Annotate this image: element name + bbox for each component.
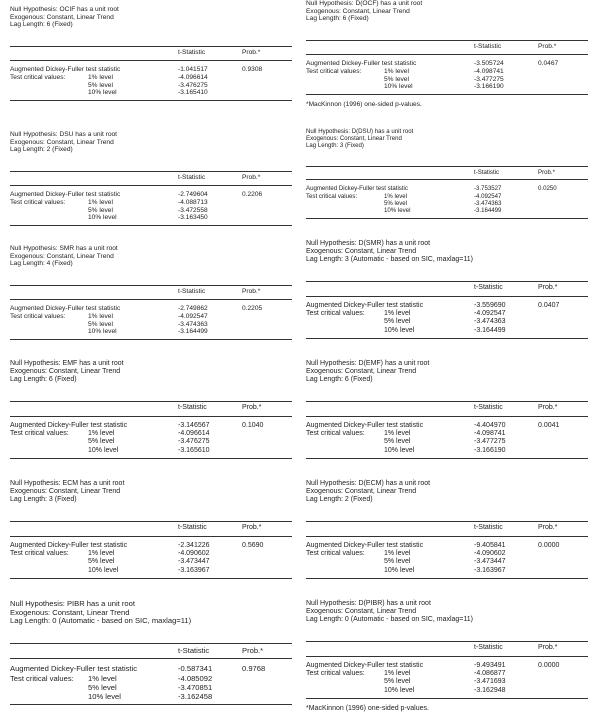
critical-5pct-value: -3.476275 (178, 81, 208, 89)
critical-10pct-value: -3.164499 (474, 326, 506, 334)
critical-10pct-value: -3.163967 (178, 566, 210, 574)
column-header-prob: Prob.* (242, 404, 262, 412)
table-header-rule (10, 416, 292, 417)
level-1-label: 1% level (88, 429, 115, 437)
adf-prob-value: 0.0000 (538, 661, 560, 669)
exogenous-text: Exogenous: Constant, Linear Trend (306, 368, 417, 376)
panel-header (306, 128, 588, 149)
critical-5pct-value: -3.470851 (178, 682, 213, 692)
table-top-rule (10, 46, 292, 47)
level-5-label: 5% level (384, 558, 411, 566)
table-top-rule (10, 643, 292, 644)
level-10-label: 10% level (88, 89, 117, 97)
level-1-label: 1% level (384, 309, 411, 317)
level-10-label: 10% level (384, 207, 411, 215)
level-1-label: 1% level (384, 429, 411, 437)
adf-result-table (306, 641, 588, 713)
column-header-t-statistic: t-Statistic (474, 404, 503, 412)
exogenous-text: Exogenous: Constant, Linear Trend (10, 368, 121, 376)
table-bottom-rule (10, 100, 292, 101)
adf-result-table (306, 40, 588, 109)
table-header-rule (10, 60, 292, 61)
null-hypothesis-text: Null Hypothesis: EMF has a unit root (10, 360, 124, 367)
level-5-label: 5% level (88, 81, 113, 89)
adf-row-label: Augmented Dickey-Fuller test statistic (10, 190, 121, 198)
table-bottom-rule (10, 339, 292, 340)
table-bottom-rule (306, 218, 588, 219)
level-1-label: 1% level (88, 549, 115, 557)
adf-prob-value: 0.0041 (538, 421, 560, 429)
level-5-label: 5% level (88, 558, 115, 566)
critical-1pct-value: -4.092547 (178, 312, 208, 320)
table-bottom-rule (306, 338, 588, 339)
adf-t-statistic-value: -0.587341 (178, 664, 213, 674)
level-10-label: 10% level (88, 566, 119, 574)
adf-prob-value: 0.2206 (242, 190, 263, 198)
table-header-rule (306, 179, 588, 180)
lag-length-text: Lag Length: 6 (Fixed) (10, 376, 77, 384)
adf-row-label: Augmented Dickey-Fuller test statistic (306, 421, 424, 429)
adf-t-statistic-value: -9.493491 (474, 661, 506, 669)
level-10-label: 10% level (384, 83, 413, 91)
exogenous-text: Exogenous: Constant, Linear Trend (306, 488, 417, 496)
table-bottom-rule (306, 458, 588, 459)
column-header-prob: Prob.* (538, 644, 558, 652)
test-panel-dsu (10, 131, 292, 222)
critical-10pct-value: -3.166190 (474, 446, 506, 454)
null-hypothesis-text: Null Hypothesis: D(OCF) has a unit root (306, 0, 423, 7)
panel-header (10, 480, 292, 504)
critical-10pct-value: -3.166190 (474, 83, 504, 91)
level-5-label: 5% level (384, 199, 408, 207)
critical-1pct-value: -4.086877 (474, 669, 506, 677)
column-header-prob: Prob.* (538, 524, 558, 532)
level-1-label: 1% level (88, 73, 113, 81)
level-5-label: 5% level (88, 682, 117, 692)
adf-t-statistic-value: -2.341226 (178, 541, 210, 549)
test-panel-d-emf (306, 360, 588, 454)
adf-t-statistic-value: -1.041517 (178, 65, 208, 73)
null-hypothesis-text: Null Hypothesis: PIBR has a unit root (10, 599, 135, 608)
table-top-rule (306, 401, 588, 402)
critical-5pct-value: -3.473447 (474, 558, 506, 566)
critical-10pct-value: -3.164499 (474, 207, 502, 215)
table-header-rule (10, 536, 292, 537)
level-1-label: 1% level (88, 312, 113, 320)
column-header-t-statistic: t-Statistic (474, 284, 503, 292)
critical-10pct-value: -3.163450 (178, 214, 208, 222)
panel-header (10, 245, 292, 268)
level-10-label: 10% level (384, 326, 415, 334)
level-1-label: 1% level (384, 192, 408, 200)
exogenous-text: Exogenous: Constant, Linear Trend (10, 607, 130, 617)
adf-prob-value: 0.0250 (538, 185, 557, 193)
adf-prob-value: 0.5690 (242, 541, 264, 549)
adf-row-label: Augmented Dickey-Fuller test statistic (10, 421, 128, 429)
critical-10pct-value: -3.165410 (178, 89, 208, 97)
table-header-rule (306, 54, 588, 55)
critical-values-label: Test critical values: (306, 309, 365, 317)
level-5-label: 5% level (88, 320, 113, 328)
table-bottom-rule (10, 704, 292, 705)
test-panel-ecm (10, 480, 292, 574)
table-top-rule (306, 40, 588, 41)
critical-5pct-value: -3.472558 (178, 206, 208, 214)
critical-1pct-value: -4.088713 (178, 198, 208, 206)
adf-t-statistic-value: -3.753527 (474, 185, 502, 193)
critical-1pct-value: -4.090602 (474, 549, 506, 557)
table-header-rule (10, 185, 292, 186)
null-hypothesis-text: Null Hypothesis: D(EMF) has a unit root (306, 360, 430, 367)
adf-prob-value: 0.9308 (242, 65, 263, 73)
adf-result-table (10, 171, 292, 234)
panel-header (10, 131, 292, 154)
null-hypothesis-text: Null Hypothesis: D(PIBR) has a unit root (306, 600, 431, 607)
table-bottom-rule (10, 225, 292, 226)
test-panel-smr (10, 245, 292, 336)
critical-values-label: Test critical values: (10, 549, 69, 557)
table-top-rule (10, 171, 292, 172)
table-top-rule (306, 521, 588, 522)
table-bottom-rule (306, 698, 588, 699)
adf-result-table (306, 521, 588, 588)
critical-1pct-value: -4.098741 (474, 429, 506, 437)
critical-1pct-value: -4.085092 (178, 673, 213, 683)
test-panel-emf (10, 360, 292, 454)
critical-1pct-value: -4.090602 (178, 549, 210, 557)
exogenous-text: Exogenous: Constant, Linear Trend (10, 138, 114, 146)
table-top-rule (10, 401, 292, 402)
critical-1pct-value: -4.098741 (474, 67, 504, 75)
table-top-rule (306, 641, 588, 642)
critical-5pct-value: -3.477275 (474, 75, 504, 83)
footnote-text: *MacKinnon (1996) one-sided p-values. (306, 705, 429, 713)
adf-row-label: Augmented Dickey-Fuller test statistic (306, 59, 417, 67)
exogenous-text: Exogenous: Constant, Linear Trend (306, 248, 417, 256)
panel-header (10, 600, 292, 626)
table-header-rule (306, 416, 588, 417)
null-hypothesis-text: Null Hypothesis: D(SMR) has a unit root (306, 240, 431, 247)
lag-length-text: Lag Length: 4 (Fixed) (10, 260, 73, 268)
null-hypothesis-text: Null Hypothesis: D(ECM) has a unit root (306, 480, 431, 487)
critical-values-label: Test critical values: (306, 669, 365, 677)
critical-5pct-value: -3.474363 (474, 199, 502, 207)
exogenous-text: Exogenous: Constant, Linear Trend (10, 252, 114, 260)
column-header-t-statistic: t-Statistic (474, 524, 503, 532)
table-header-rule (306, 536, 588, 537)
table-header-rule (306, 296, 588, 297)
adf-prob-value: 0.9768 (242, 664, 266, 674)
adf-row-label: Augmented Dickey-Fuller test statistic (10, 304, 121, 312)
critical-1pct-value: -4.092547 (474, 192, 502, 200)
lag-length-text: Lag Length: 3 (Automatic - based on SIC, maxlag=11) (306, 256, 473, 264)
column-header-t-statistic: t-Statistic (178, 524, 207, 532)
column-header-prob: Prob.* (538, 168, 555, 176)
panel-header (306, 600, 588, 624)
adf-prob-value: 0.0407 (538, 301, 560, 309)
level-5-label: 5% level (384, 438, 411, 446)
column-header-t-statistic: t-Statistic (474, 42, 502, 50)
table-top-rule (10, 521, 292, 522)
critical-values-label: Test critical values: (306, 192, 358, 200)
critical-5pct-value: -3.474363 (178, 320, 208, 328)
column-header-prob: Prob.* (242, 173, 261, 181)
null-hypothesis-text: Null Hypothesis: DSU has a unit root (10, 131, 118, 138)
column-header-prob: Prob.* (538, 42, 557, 50)
lag-length-text: Lag Length: 6 (Fixed) (306, 15, 369, 23)
critical-5pct-value: -3.476275 (178, 438, 210, 446)
table-header-rule (306, 656, 588, 657)
critical-values-label: Test critical values: (10, 73, 66, 81)
level-1-label: 1% level (384, 67, 409, 75)
test-panel-d-smr (306, 240, 588, 334)
adf-prob-value: 0.0000 (538, 541, 560, 549)
critical-values-label: Test critical values: (10, 673, 74, 683)
level-10-label: 10% level (88, 446, 119, 454)
adf-result-table (10, 521, 292, 588)
adf-row-label: Augmented Dickey-Fuller test statistic (306, 661, 424, 669)
adf-result-table (10, 643, 292, 716)
critical-1pct-value: -4.096614 (178, 429, 210, 437)
level-1-label: 1% level (384, 669, 411, 677)
level-5-label: 5% level (384, 318, 411, 326)
lag-length-text: Lag Length: 0 (Automatic - based on SIC, maxlag=11) (306, 616, 473, 624)
adf-result-table (10, 46, 292, 109)
adf-result-table (10, 285, 292, 348)
critical-10pct-value: -3.162458 (178, 691, 213, 701)
column-header-t-statistic: t-Statistic (474, 168, 500, 176)
adf-row-label: Augmented Dickey-Fuller test statistic (306, 185, 408, 193)
critical-10pct-value: -3.162948 (474, 686, 506, 694)
adf-result-table (10, 401, 292, 468)
lag-length-text: Lag Length: 2 (Fixed) (10, 146, 73, 154)
column-header-t-statistic: t-Statistic (178, 404, 207, 412)
exogenous-text: Exogenous: Constant, Linear Trend (10, 13, 114, 21)
test-panel-d-ecm (306, 480, 588, 574)
lag-length-text: Lag Length: 6 (Fixed) (306, 376, 373, 384)
critical-values-label: Test critical values: (10, 429, 69, 437)
level-1-label: 1% level (88, 198, 113, 206)
critical-values-label: Test critical values: (306, 549, 365, 557)
level-10-label: 10% level (384, 446, 415, 454)
critical-1pct-value: -4.096614 (178, 73, 208, 81)
level-5-label: 5% level (88, 206, 113, 214)
table-bottom-rule (10, 578, 292, 579)
panel-header (306, 360, 588, 384)
adf-result-table (306, 401, 588, 468)
table-top-rule (10, 285, 292, 286)
panel-header (306, 240, 588, 264)
table-header-rule (10, 299, 292, 300)
column-header-prob: Prob.* (538, 284, 558, 292)
adf-t-statistic-value: -3.559690 (474, 301, 506, 309)
adf-row-label: Augmented Dickey-Fuller test statistic (306, 541, 424, 549)
critical-5pct-value: -3.471693 (474, 678, 506, 686)
null-hypothesis-text: Null Hypothesis: D(DSU) has a unit root (306, 128, 414, 135)
table-bottom-rule (306, 94, 588, 95)
level-10-label: 10% level (384, 686, 415, 694)
adf-prob-value: 0.2205 (242, 304, 263, 312)
adf-row-label: Augmented Dickey-Fuller test statistic (10, 65, 121, 73)
test-panel-d-ocif (306, 0, 588, 109)
level-10-label: 10% level (384, 566, 415, 574)
adf-prob-value: 0.1040 (242, 421, 264, 429)
test-panel-ocif (10, 6, 292, 97)
adf-t-statistic-value: -2.749862 (178, 304, 208, 312)
critical-10pct-value: -3.165610 (178, 446, 210, 454)
table-header-rule (10, 658, 292, 659)
exogenous-text: Exogenous: Constant, Linear Trend (306, 7, 410, 15)
lag-length-text: Lag Length: 2 (Fixed) (306, 496, 373, 504)
adf-t-statistic-value: -4.404970 (474, 421, 506, 429)
critical-10pct-value: -3.163967 (474, 566, 506, 574)
adf-t-statistic-value: -2.749604 (178, 190, 208, 198)
table-top-rule (306, 281, 588, 282)
exogenous-text: Exogenous: Constant, Linear Trend (10, 488, 121, 496)
panel-header (306, 480, 588, 504)
test-panel-d-pibr (306, 600, 588, 713)
critical-5pct-value: -3.474363 (474, 318, 506, 326)
adf-t-statistic-value: -3.146567 (178, 421, 210, 429)
column-header-prob: Prob.* (242, 287, 261, 295)
level-5-label: 5% level (384, 678, 411, 686)
column-header-t-statistic: t-Statistic (178, 173, 206, 181)
critical-values-label: Test critical values: (10, 198, 66, 206)
exogenous-text: Exogenous: Constant, Linear Trend (306, 135, 402, 142)
lag-length-text: Lag Length: 3 (Fixed) (10, 496, 77, 504)
level-1-label: 1% level (88, 673, 117, 683)
critical-5pct-value: -3.473447 (178, 558, 210, 566)
panel-header (306, 0, 588, 23)
critical-values-label: Test critical values: (306, 429, 365, 437)
level-10-label: 10% level (88, 328, 117, 336)
adf-result-table (306, 166, 588, 225)
footnote-text: *MacKinnon (1996) one-sided p-values. (306, 101, 422, 109)
level-5-label: 5% level (384, 75, 409, 83)
critical-5pct-value: -3.477275 (474, 438, 506, 446)
column-header-prob: Prob.* (242, 524, 262, 532)
table-bottom-rule (306, 578, 588, 579)
level-10-label: 10% level (88, 214, 117, 222)
column-header-t-statistic: t-Statistic (178, 287, 206, 295)
panel-header (10, 6, 292, 29)
column-header-t-statistic: t-Statistic (178, 48, 206, 56)
adf-row-label: Augmented Dickey-Fuller test statistic (306, 301, 424, 309)
column-header-prob: Prob.* (242, 646, 264, 656)
level-10-label: 10% level (88, 691, 121, 701)
test-panel-pibr (10, 599, 292, 701)
adf-result-table (306, 281, 588, 348)
critical-values-label: Test critical values: (306, 67, 362, 75)
table-top-rule (306, 166, 588, 167)
lag-length-text: Lag Length: 3 (Fixed) (306, 142, 364, 149)
null-hypothesis-text: Null Hypothesis: SMR has a unit root (10, 245, 118, 252)
critical-1pct-value: -4.092547 (474, 309, 506, 317)
exogenous-text: Exogenous: Constant, Linear Trend (306, 608, 417, 616)
critical-10pct-value: -3.164499 (178, 328, 208, 336)
level-5-label: 5% level (88, 438, 115, 446)
adf-prob-value: 0.0467 (538, 59, 559, 67)
adf-t-statistic-value: -9.405841 (474, 541, 506, 549)
adf-t-statistic-value: -3.505724 (474, 59, 504, 67)
null-hypothesis-text: Null Hypothesis: ECM has a unit root (10, 480, 125, 487)
level-1-label: 1% level (384, 549, 411, 557)
critical-values-label: Test critical values: (10, 312, 66, 320)
adf-row-label: Augmented Dickey-Fuller test statistic (10, 664, 138, 674)
panel-header (10, 360, 292, 384)
lag-length-text: Lag Length: 6 (Fixed) (10, 21, 73, 29)
lag-length-text: Lag Length: 0 (Automatic - based on SIC, maxlag=11) (10, 616, 192, 626)
adf-row-label: Augmented Dickey-Fuller test statistic (10, 541, 128, 549)
column-header-prob: Prob.* (242, 48, 261, 56)
test-panel-d-dsu (306, 128, 588, 215)
column-header-prob: Prob.* (538, 404, 558, 412)
column-header-t-statistic: t-Statistic (474, 644, 503, 652)
table-bottom-rule (10, 458, 292, 459)
column-header-t-statistic: t-Statistic (178, 646, 210, 656)
null-hypothesis-text: Null Hypothesis: OCIF has a unit root (10, 6, 119, 13)
